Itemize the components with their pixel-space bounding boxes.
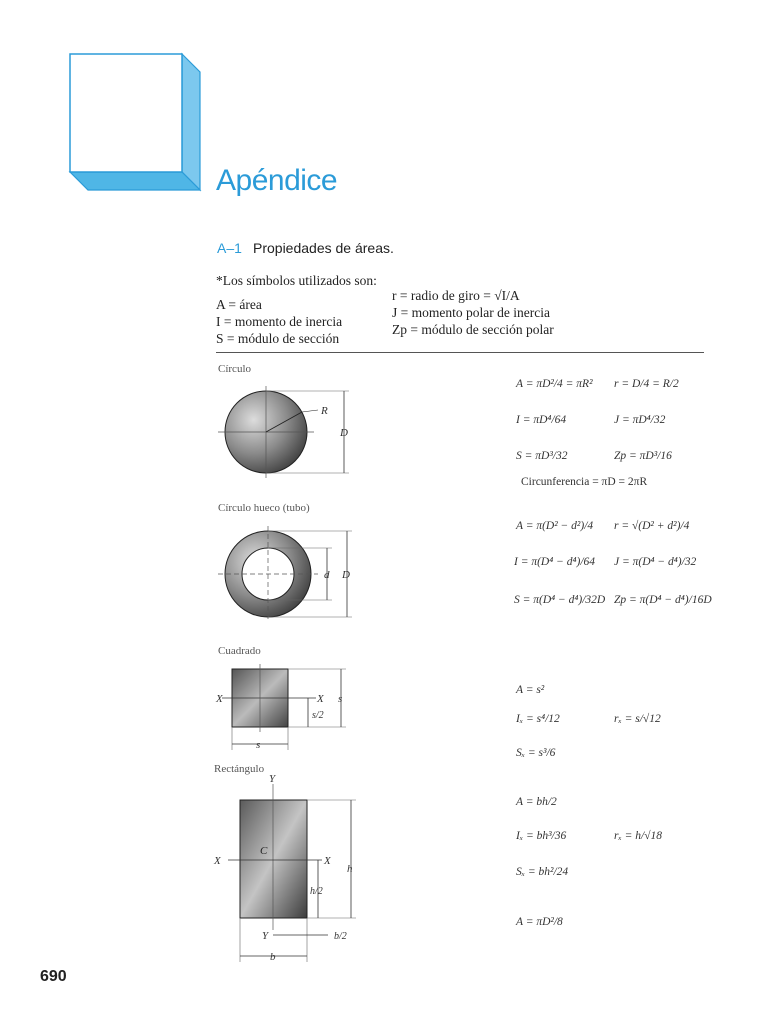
- formula-inertia: Iₓ = bh³/36: [516, 830, 567, 842]
- formula-area: A = π(D² − d²)/4: [516, 520, 594, 532]
- symbol-line: I = momento de inercia: [216, 314, 343, 329]
- shape-name-rectangle: Rectángulo: [214, 763, 265, 775]
- formula-circumference: Circunferencia = πD = 2πR: [521, 476, 648, 488]
- cube-decoration: [68, 52, 204, 192]
- formula-polar-inertia: J = πD⁴/32: [614, 414, 666, 426]
- formula-area: A = πD²/4 = πR²: [516, 378, 593, 390]
- formula-inertia: Iₓ = s⁴/12: [516, 713, 560, 725]
- shape-name-hollow-circle: Círculo hueco (tubo): [218, 502, 310, 514]
- formula-radius-gyration: rₓ = s/√12: [614, 713, 661, 725]
- radius-label: R: [321, 405, 328, 417]
- half-height-label: h/2: [310, 886, 323, 897]
- square-diagram: [210, 660, 360, 755]
- symbol-line: Zp = módulo de sección polar: [392, 322, 554, 337]
- formula-section-modulus: Sₓ = s³/6: [516, 747, 556, 759]
- half-side-label: s/2: [312, 710, 324, 721]
- inner-diameter-label: d: [324, 569, 330, 581]
- rectangle-diagram: [210, 772, 370, 968]
- formula-area: A = bh/2: [516, 796, 557, 808]
- x-axis-label: X: [216, 693, 223, 705]
- symbol-line: J = momento polar de inercia: [392, 305, 550, 320]
- hollow-circle-diagram: [214, 520, 374, 624]
- x-axis-label: X: [317, 693, 324, 705]
- symbol-line: r = radio de giro = √I/A: [392, 288, 520, 303]
- centroid-label: C: [260, 845, 268, 857]
- symbol-line: A = área: [216, 297, 262, 312]
- formula-radius-gyration: rₓ = h/√18: [614, 830, 663, 842]
- shape-name-square: Cuadrado: [218, 645, 261, 657]
- page-number: 690: [40, 968, 67, 985]
- section-divider: [216, 352, 704, 353]
- formula-polar-section: Zp = π(D⁴ − d⁴)/16D: [614, 594, 712, 606]
- formula-section-modulus: Sₓ = bh²/24: [516, 866, 569, 878]
- formula-section-modulus: S = πD³/32: [516, 450, 568, 462]
- symbol-line: S = módulo de sección: [216, 331, 340, 346]
- shape-name-circle: Círculo: [218, 363, 251, 375]
- formula-inertia: I = π(D⁴ − d⁴)/64: [514, 556, 596, 568]
- page-title: Apéndice: [216, 164, 338, 197]
- formula-inertia: I = πD⁴/64: [516, 414, 567, 426]
- side-label: s: [338, 693, 343, 705]
- height-label: h: [347, 863, 353, 875]
- half-base-label: b/2: [334, 931, 347, 942]
- circle-diagram: [214, 380, 374, 480]
- y-axis-label: Y: [269, 773, 276, 785]
- x-axis-label: X: [324, 855, 331, 867]
- base-label: b: [270, 951, 276, 963]
- formula-polar-inertia: J = π(D⁴ − d⁴)/32: [614, 556, 697, 568]
- side-label: s: [256, 739, 261, 751]
- section-number: A–1: [217, 240, 242, 256]
- outer-diameter-label: D: [342, 569, 350, 581]
- symbols-intro: *Los símbolos utilizados son:: [216, 273, 377, 288]
- formula-radius-gyration: r = D/4 = R/2: [614, 378, 679, 390]
- y-axis-label: Y: [262, 930, 269, 942]
- formula-radius-gyration: r = √(D² + d²)/4: [614, 520, 690, 532]
- x-axis-label: X: [214, 855, 221, 867]
- formula-area: A = s²: [516, 684, 545, 696]
- section-title: Propiedades de áreas.: [253, 240, 394, 256]
- formula-polar-section: Zp = πD³/16: [614, 450, 672, 462]
- formula-section-modulus: S = π(D⁴ − d⁴)/32D: [514, 594, 606, 606]
- diameter-label: D: [340, 427, 348, 439]
- formula-area-alt: A = πD²/8: [516, 916, 563, 928]
